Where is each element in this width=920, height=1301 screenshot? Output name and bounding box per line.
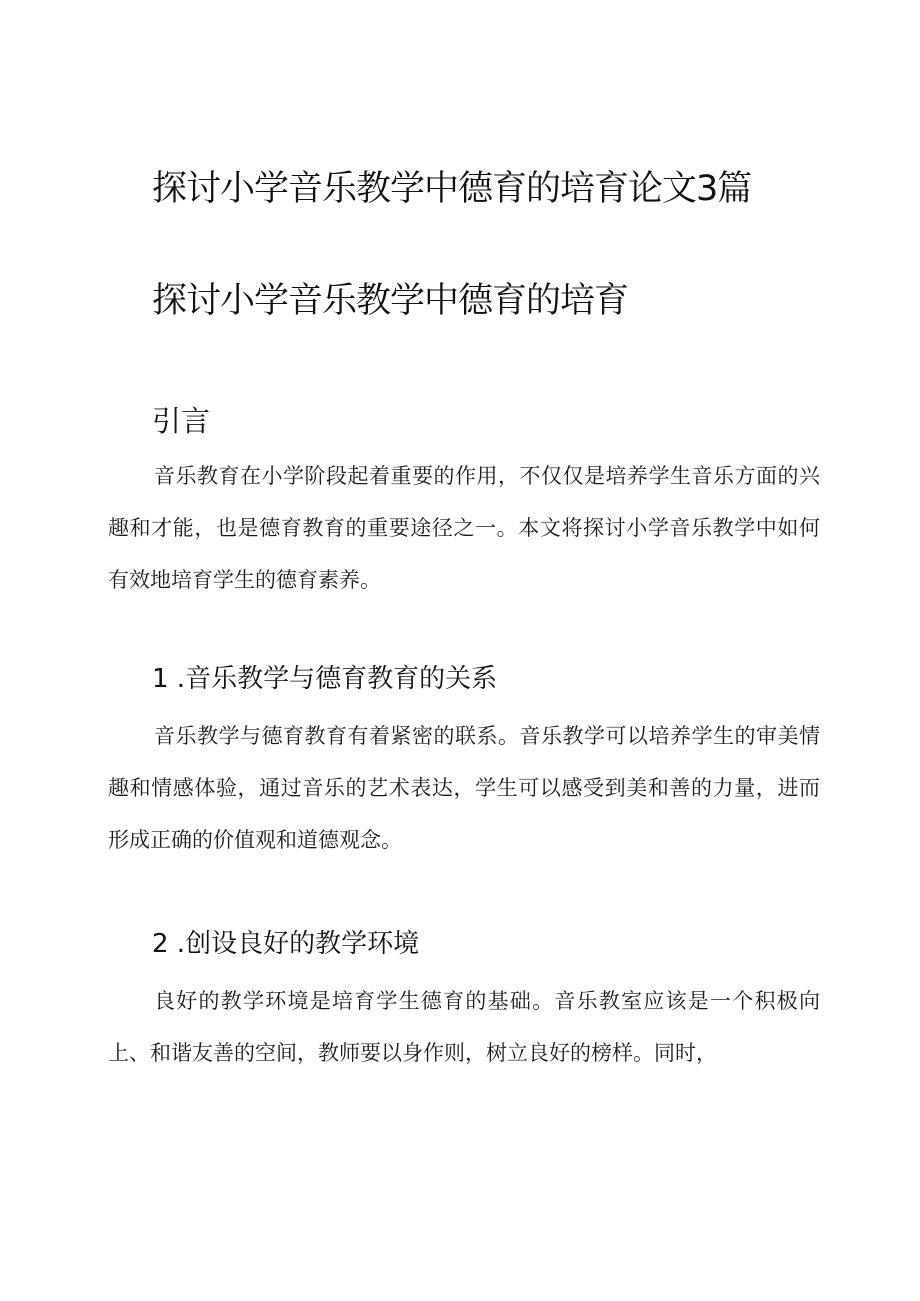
paragraph-introduction: 音乐教育在小学阶段起着重要的作用，不仅仅是培养学生音乐方面的兴趣和才能，也是德育教育的重要途径之一。本文将探讨小学音乐教学中如何有效地培育学生的德育素养。 [108,464,820,592]
paragraph-section-1: 音乐教学与德育教育有着紧密的联系。音乐教学可以培养学生的审美情趣和情感体验，通过音乐的艺术表达，学生可以感受到美和善的力量，进而形成正确的价值观和道德观念。 [108,724,820,852]
document-subtitle: 探讨小学音乐教学中德育的培育 [152,281,629,321]
paragraph-section-2: 良好的教学环境是培育学生德育的基础。音乐教室应该是一个积极向上、和谐友善的空间，教师要以身作则，树立良好的榜样。同时， [108,989,820,1065]
section-heading-1: 1 .音乐教学与德育教育的关系 [152,664,498,694]
section-heading-introduction: 引言 [152,404,211,438]
section-heading-2: 2 .创设良好的教学环境 [152,929,420,959]
document-title: 探讨小学音乐教学中德育的培育论文3篇 [152,169,752,209]
